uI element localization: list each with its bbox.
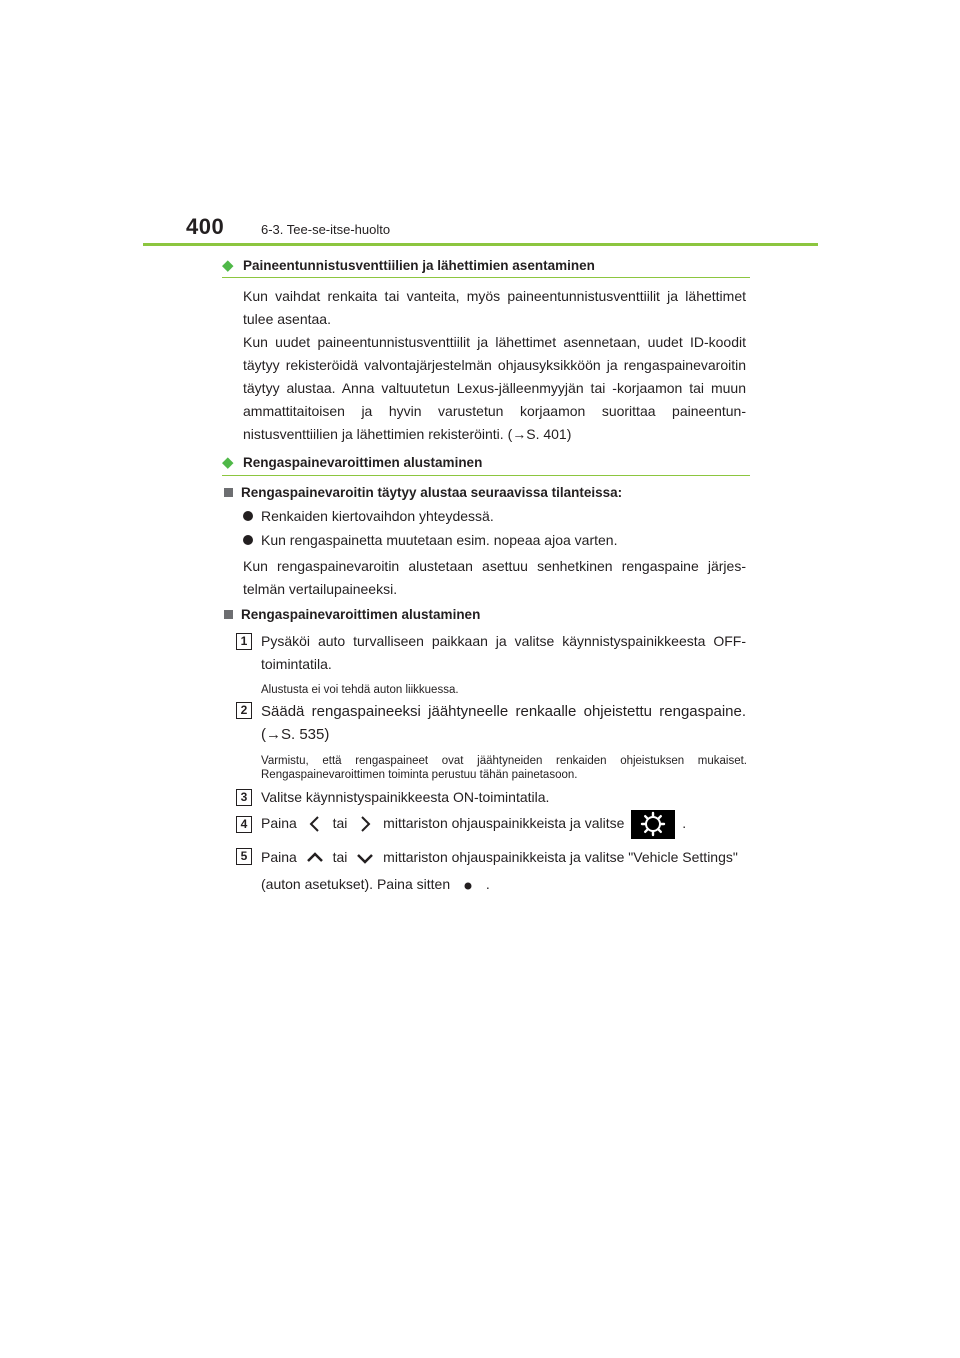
list-item-text: Renkaiden kiertovaihdon yhteydessä. [261, 508, 494, 524]
step-text-part: . [485, 876, 490, 892]
subheading-text: Rengaspainevaroitin täytyy alustaa seuraavissa tilanteissa: [241, 485, 623, 500]
step-number: 3 [236, 789, 252, 806]
step-note: Alustusta ei voi tehdä auton liikkuessa. [261, 684, 459, 696]
step-text-part: . [682, 815, 687, 831]
paragraph: Kun vaihdat renkaita tai vanteita, myös paineentunnistusventtiilit ja lähettimet tulee asentaa. [243, 288, 746, 327]
step-text-part: tai [332, 815, 348, 831]
bullet-icon [243, 535, 253, 545]
list-item [243, 532, 617, 548]
step-number: 2 [236, 702, 252, 719]
bullet-icon [243, 511, 253, 521]
page-number: 400 [186, 214, 225, 239]
step-text: Säädä rengaspaineeksi jäähtyneelle renkaalle ohjeistettu rengaspaine. (→S. 535) [261, 703, 746, 743]
chevron-left-icon [304, 813, 326, 835]
list-item-text: Kun rengaspainetta muutetaan esim. nopeaa ajoa varten. [261, 532, 618, 548]
paragraph: Kun rengaspainevaroitin alustetaan asettuu senhetkinen rengaspaine järjestelmän vertailupaineeksi. [243, 558, 746, 597]
subheading-text: Rengaspainevaroittimen alustaminen [241, 607, 481, 622]
chevron-right-icon [354, 813, 376, 835]
heading-rule [222, 277, 750, 278]
paragraph: Kun uudet paineentunnistusventtiilit ja lähettimet asennetaan, uudet ID-koodit täytyy rekisteröidä valvontajärjestelmän ohjausyksikköön ja rengaspainevaroitin täytyy alustaa. Anna valtuutetun Lexus-jälleenmyyjän tai -korjaamon tai muun ammattitaitoisen ja hyvin varustetun korjaamon suorittaa paineentunnistusventtiilien ja lähettimien rekisteröinti. (→S. 401) [243, 334, 746, 442]
step-text: Pysäköi auto turvalliseen paikkaan ja valitse käynnistyspainikkeesta OFF-toimintatila. [261, 633, 746, 672]
square-bullet-icon [224, 488, 233, 497]
heading-reset [222, 453, 750, 471]
gear-icon [631, 810, 675, 839]
step-number: 1 [236, 633, 252, 650]
step-text-part: mittariston ohjauspainikkeista ja valitse [383, 815, 625, 831]
step-text [261, 808, 686, 839]
enter-dot-icon [457, 874, 479, 896]
square-bullet-icon [224, 610, 233, 619]
step-text-part: mittariston ohjauspainikkeista ja valitse "Vehicle Settings" [383, 849, 738, 865]
step-number: 5 [236, 848, 252, 865]
step-text [261, 843, 738, 871]
subheading [224, 485, 622, 500]
step-text-part: Paina [261, 815, 297, 831]
step-note: Varmistu, että rengaspaineet ovat jäähtyneiden renkaiden ohjeistuksen mukaiset. Rengaspainevaroittimen toiminta perustuu tähän painetasoon. [261, 755, 747, 781]
step-text-part: (auton asetukset). Paina sitten [261, 876, 451, 892]
header-rule [143, 243, 818, 246]
heading-reset-text: Rengaspainevaroittimen alustaminen [243, 454, 483, 470]
step-text-part: Paina [261, 849, 297, 865]
chevron-up-icon [304, 847, 326, 869]
step-text: Valitse käynnistyspainikkeesta ON-toimintatila. [261, 789, 550, 805]
step-text [261, 871, 490, 897]
list-item [243, 508, 494, 524]
heading-install-text: Paineentunnistusventtiilien ja lähettimien asentaminen [243, 257, 595, 273]
heading-install [222, 256, 750, 274]
diamond-bullet-icon: ◆ [222, 257, 234, 274]
step-number: 4 [236, 816, 252, 833]
diamond-bullet-icon: ◆ [222, 454, 234, 471]
chevron-down-icon [354, 847, 376, 869]
heading-rule [222, 475, 750, 476]
subheading [224, 607, 480, 622]
step-text-part: tai [332, 849, 348, 865]
section-title: 6-3. Tee-se-itse-huolto [261, 222, 391, 237]
